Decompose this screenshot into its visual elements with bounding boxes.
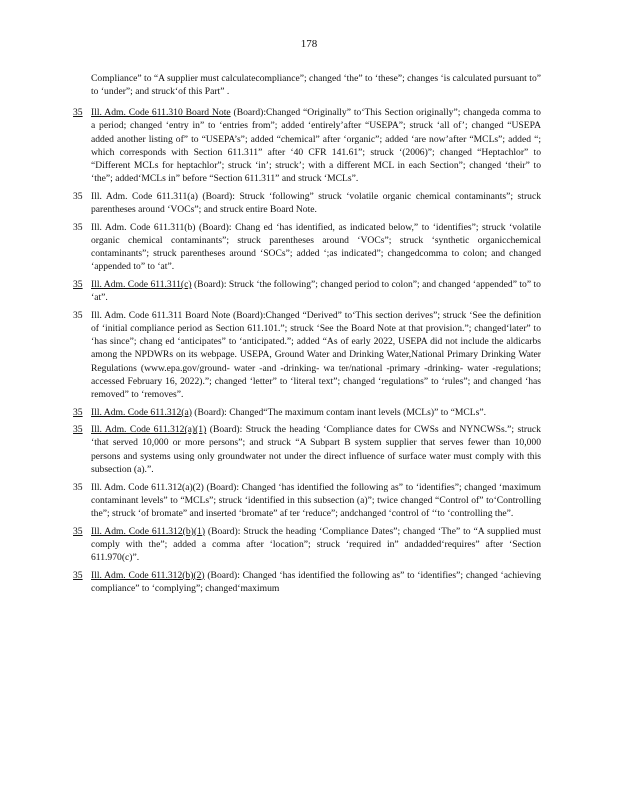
code-citation: Ill. Adm. Code 611.312(a)(2) — [91, 481, 204, 493]
entry-title-number: 35 — [73, 107, 83, 119]
amendment-entry — [73, 106, 541, 185]
entry-body — [91, 278, 541, 304]
amendment-entry — [73, 309, 541, 401]
entry-body — [91, 190, 541, 216]
amendment-text: (Board): Struck the heading ‘Compliance dates for CWSs and NYNCWSs.”; struck ‘that served 10,000 or more persons”; and struck “A Subpart B system supplier that serves fewer than 10,000 persons and systems using only groundwater not under the direct influence of surface water must comply with this subsection (a).”. — [91, 424, 541, 475]
code-citation: Ill. Adm. Code 611.312(a)(1) — [91, 424, 207, 436]
entry-body — [91, 72, 541, 98]
entry-body — [91, 525, 541, 564]
amendment-text: (Board): Changed ‘has identified the following as” to ‘identifies”; changed ‘maximum contaminant levels” to “MCLs”; struck ‘identified in this subsection (a)”; twice changed “Control of” to‘Controlling the”; struck ‘of bromate” and inserted ‘bromate” af ter ‘reduce”; andchanged ‘control of ‘‘to ‘controlling the”. — [91, 481, 541, 519]
amendment-entry — [73, 423, 541, 476]
amendment-entry — [73, 72, 541, 98]
amendment-text: Compliance” to “A supplier must calculatecompliance”; changed ‘the” to ‘these”; changes ‘is calculated pursuant to” to ‘under”; and struck‘of this Part” . — [91, 73, 541, 98]
code-citation: Ill. Adm. Code 611.312(b)(2) — [91, 569, 205, 581]
entry-title-number: 35 — [73, 406, 83, 418]
amendment-entry — [73, 221, 541, 274]
entry-body — [91, 569, 541, 595]
amendment-entry — [73, 190, 541, 216]
code-citation: Ill. Adm. Code 611.311(a) — [91, 190, 198, 202]
entry-title-number: 35 — [73, 569, 83, 581]
entry-title-number: 35 — [73, 221, 83, 233]
amendment-text: (Board):Changed “Derived” to‘This section derives”; struck ‘See the definition of ‘initial compliance period as Section 611.101.”; struck ‘See the Board Note at that provision.”; changed‘later” to ‘has since”; chang ed ‘anticipates” to ‘anticipated.”; added “As of early 2022, USEPA did not include the aldicarbs among the NPDWRs on its webpage. USEPA, Ground Water and Drinking Water,National Primary Drinking Water Regulations (www.epa.gov/ground- water -and -drinking- wa ter/national -primary -drinking- water -regulations; accessed February 16, 2022).”; changed ‘letter” to ‘literal text”; changed ‘regulations” to ‘rules”; and changed ‘has removed” to ‘removes”. — [91, 309, 541, 400]
code-citation: Ill. Adm. Code 611.311(c) — [91, 278, 192, 290]
amendment-entry — [73, 525, 541, 564]
amendment-text: (Board): Struck ‘following” struck ‘volatile organic chemical contaminants”; struck parentheses around ‘VOCs”; and struck entire Board Note. — [91, 190, 542, 215]
entry-body — [91, 221, 541, 274]
amendment-text: (Board): Struck the heading ‘Compliance Dates”; changed ‘The” to “A supplied must comply with the”; added a comma after ‘location”; struck ‘required in” andadded‘requires” after ‘Section 611.970(c)”. — [91, 525, 542, 563]
amendment-text: (Board): Struck ‘the following”; changed period to colon”; and changed ‘appended” to” to ‘at”. — [91, 278, 541, 304]
entry-title-number: 35 — [73, 481, 83, 493]
amendment-entry — [73, 569, 541, 595]
amendment-text: (Board):Changed “Originally” to‘This Section originally”; changeda comma to a period; changed ‘entry in” to ‘entries from”; added ‘entirely’after “USEPA”; struck ‘all of’; changed “USEPA added another listing of” to “USEPA’s”; added “chemical” after ‘organic”; added ‘are now’after “MCLs”; added “; which corresponds with Section 611.311” after ‘40 CFR 141.61”; struck ‘(2006)”; changed “Heptachlor” to “Different MCLs for heptachlor”; struck ‘in’; struck’; with a different MCL in each Section”; changed ‘their” to ‘the”; added‘MCLs in” before “Section 611.311” and struck ‘MCLs”. — [91, 107, 541, 185]
code-citation: Ill. Adm. Code 611.311 Board Note — [91, 309, 231, 321]
entry-body — [91, 406, 541, 419]
entry-title-number: 35 — [73, 525, 83, 537]
entry-body — [91, 106, 541, 185]
entry-title-number: 35 — [73, 424, 83, 436]
entry-body — [91, 481, 541, 520]
amendment-entry — [73, 278, 541, 304]
amendment-text: (Board): Changed“The maximum contam inant levels (MCLs)” to “MCLs”. — [191, 406, 487, 418]
page-number: 178 — [300, 38, 318, 50]
code-citation: Ill. Adm. Code 611.312(b)(1) — [91, 525, 206, 537]
entry-title-number: 35 — [73, 309, 83, 321]
code-citation: Ill. Adm. Code 611.310 Board Note — [91, 107, 231, 119]
entry-body — [91, 423, 541, 476]
code-citation: Ill. Adm. Code 611.311(b) — [91, 221, 196, 233]
entry-body — [91, 309, 541, 401]
entry-title-number: 35 — [73, 278, 83, 290]
entry-list — [73, 72, 541, 600]
amendment-entry — [73, 481, 541, 520]
amendment-text: (Board): Chang ed ‘has identified, as indicated below,” to ‘identifies”; struck ‘volatile organic chemical contaminants”; struck parentheses around ‘VOCs”; struck ‘synthetic organicchemical contaminants”; struck parentheses around ‘SOCs”; added ‘;as indicated”; changedcomma to colon; and changed ‘appended to” to ‘at”. — [91, 221, 541, 273]
amendment-entry — [73, 406, 541, 419]
code-citation: Ill. Adm. Code 611.312(a) — [91, 406, 192, 418]
amendment-text: (Board): Changed ‘has identified the following as” to ‘identifies”; changed ‘achieving compliance” to ‘complying”; changed‘maximum — [91, 569, 541, 594]
entry-title-number: 35 — [73, 190, 83, 202]
